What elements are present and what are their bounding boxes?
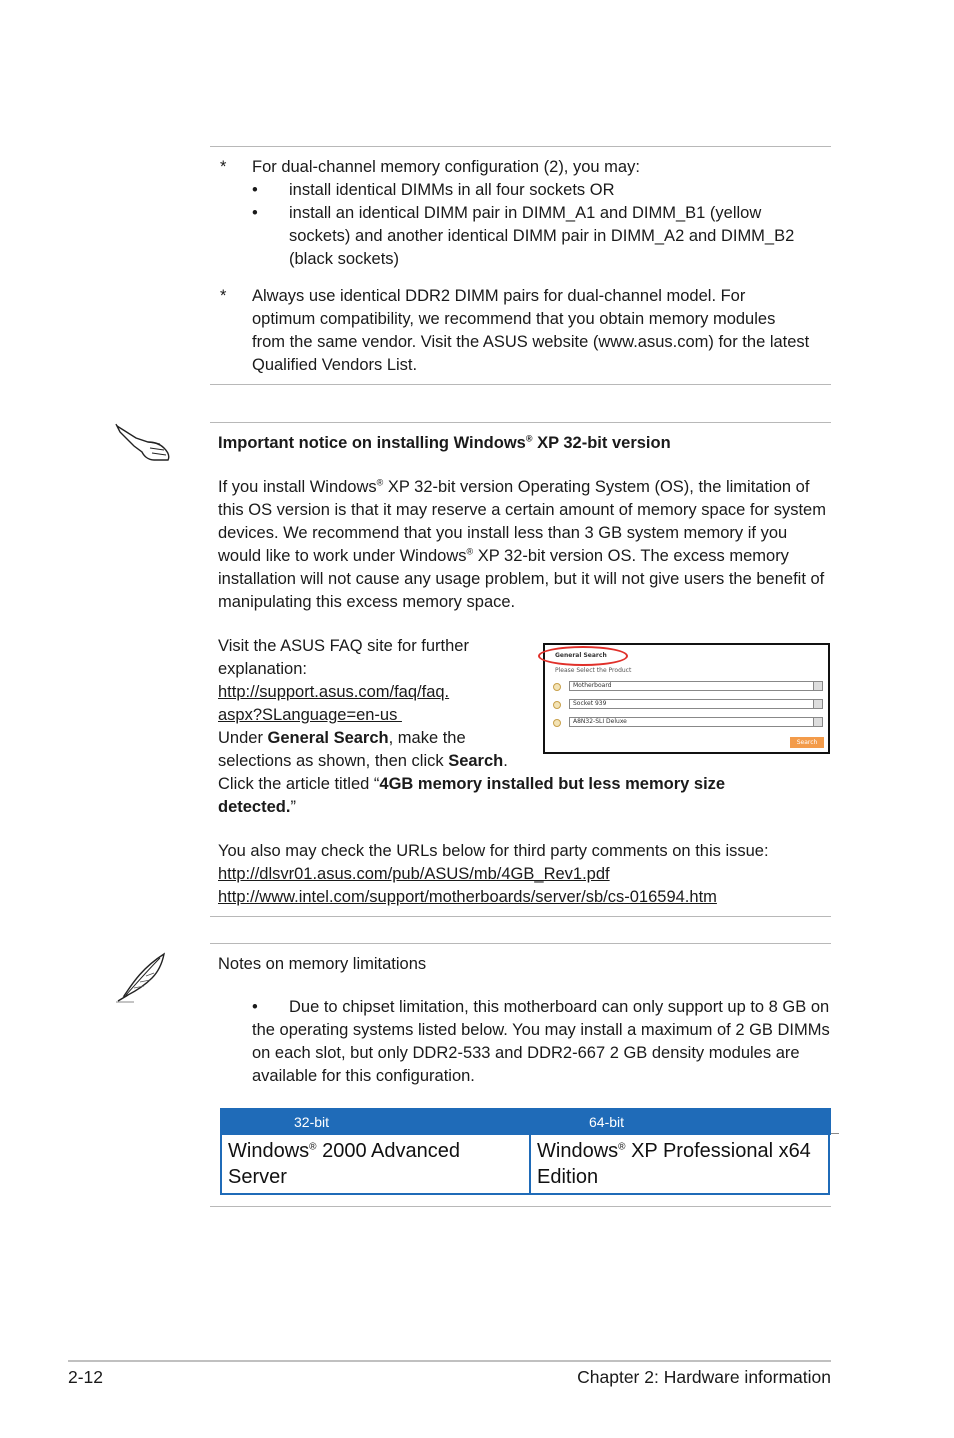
column-header-64bit: 64-bit xyxy=(589,1114,625,1130)
os-support-table xyxy=(220,1108,831,1195)
figure-select-row xyxy=(551,698,825,712)
asus-pdf-link[interactable]: http://dlsvr01.asus.com/pub/ASUS/mb/4GB_Rev1.pdf xyxy=(218,865,610,883)
section-divider xyxy=(210,422,831,423)
vendor-note: Always use identical DDR2 DIMM pairs for dual-channel model. For optimum compatibility, we recommend that you obtain memory modules from the same vendor. Visit the ASUS website (www.asus.com) for the latest Qualified Vendors List. xyxy=(252,287,810,374)
figure-search-button: Search xyxy=(790,737,824,748)
table-cell-64bit-os: Windows® XP Professional x64 Edition xyxy=(537,1140,811,1188)
table-cell-32bit-os: Windows® 2000 Advanced Server xyxy=(222,1135,531,1193)
faq-intro: Visit the ASUS FAQ site for further explanation: xyxy=(218,637,469,678)
product-type-select: Motherboard xyxy=(569,681,823,691)
intel-support-link[interactable]: http://www.intel.com/support/motherboards/server/sb/cs-016594.htm xyxy=(218,888,717,906)
table-edge-mark xyxy=(831,1133,839,1134)
section-divider xyxy=(210,146,831,147)
faq-link[interactable]: http://support.asus.com/faq/faq. xyxy=(218,683,450,701)
asterisk-marker: * xyxy=(220,287,227,305)
bullet-marker: • xyxy=(252,181,258,199)
feather-pen-icon xyxy=(114,950,170,1004)
pointing-hand-icon xyxy=(114,420,172,464)
bullet-marker: • xyxy=(252,204,258,222)
radio-icon xyxy=(553,683,561,691)
page-number: 2-12 xyxy=(68,1367,104,1387)
dropdown-arrow-icon xyxy=(813,718,822,726)
figure-select-row xyxy=(551,680,825,694)
list-item: install identical DIMMs in all four sockets OR xyxy=(289,181,615,199)
section-divider xyxy=(210,384,831,385)
socket-select: Socket 939 xyxy=(569,699,823,709)
bullet-marker: • xyxy=(252,998,258,1016)
list-item: install an identical DIMM pair in DIMM_A1 and DIMM_B1 (yellow sockets) and another identical DIMM pair in DIMM_A2 and DIMM_B2 (black sockets) xyxy=(289,204,795,268)
table-header xyxy=(220,1108,831,1135)
dual-channel-intro: For dual-channel memory configuration (2), you may: xyxy=(252,158,640,176)
important-notice-heading: Important notice on installing Windows® XP 32-bit version xyxy=(218,433,671,452)
memory-limitations-heading: Notes on memory limitations xyxy=(218,955,427,973)
chipset-limitation-text: Due to chipset limitation, this motherboard can only support up to 8 GB on the operating systems listed below. You may install a maximum of 2 GB DIMMs on each slot, but only DDR2-533 and DDR2-667 2 GB density modules are available for this configuration. xyxy=(252,998,830,1085)
figure-subtitle: Please Select the Product xyxy=(555,667,632,674)
model-select: A8N32-SLI Deluxe xyxy=(569,717,823,727)
section-divider xyxy=(210,916,831,917)
figure-general-search-title: General Search xyxy=(555,652,607,659)
dropdown-arrow-icon xyxy=(813,682,822,690)
radio-icon xyxy=(553,719,561,727)
faq-link-continued[interactable]: aspx?SLanguage=en-us xyxy=(218,706,402,724)
dropdown-arrow-icon xyxy=(813,700,822,708)
article-title-instruction: Click the article titled “4GB memory installed but less memory size detected.” xyxy=(218,775,726,816)
footer-rule xyxy=(68,1360,831,1362)
general-search-screenshot xyxy=(543,643,830,754)
table-row xyxy=(220,1135,830,1195)
section-divider xyxy=(210,1206,831,1207)
third-party-intro: You also may check the URLs below for third party comments on this issue: xyxy=(218,842,769,860)
asterisk-marker: * xyxy=(220,158,227,176)
chapter-title: Chapter 2: Hardware information xyxy=(577,1367,831,1387)
general-search-instructions: Under General Search, make the selections as shown, then click Search. xyxy=(218,729,508,770)
section-divider xyxy=(210,943,831,944)
figure-select-row xyxy=(551,716,825,730)
windows-xp-limitation-paragraph: If you install Windows® XP 32-bit version Operating System (OS), the limitation of this OS version is that it may reserve a certain amount of memory space for system devices. We recommend that you install less than 3 GB system memory if you would like to work under Windows® XP 32-bit version OS. The excess memory installation will not cause any usage problem, but it will not give users the benefit of manipulating this excess memory space. xyxy=(218,477,826,611)
radio-icon xyxy=(553,701,561,709)
column-header-32bit: 32-bit xyxy=(294,1114,330,1130)
